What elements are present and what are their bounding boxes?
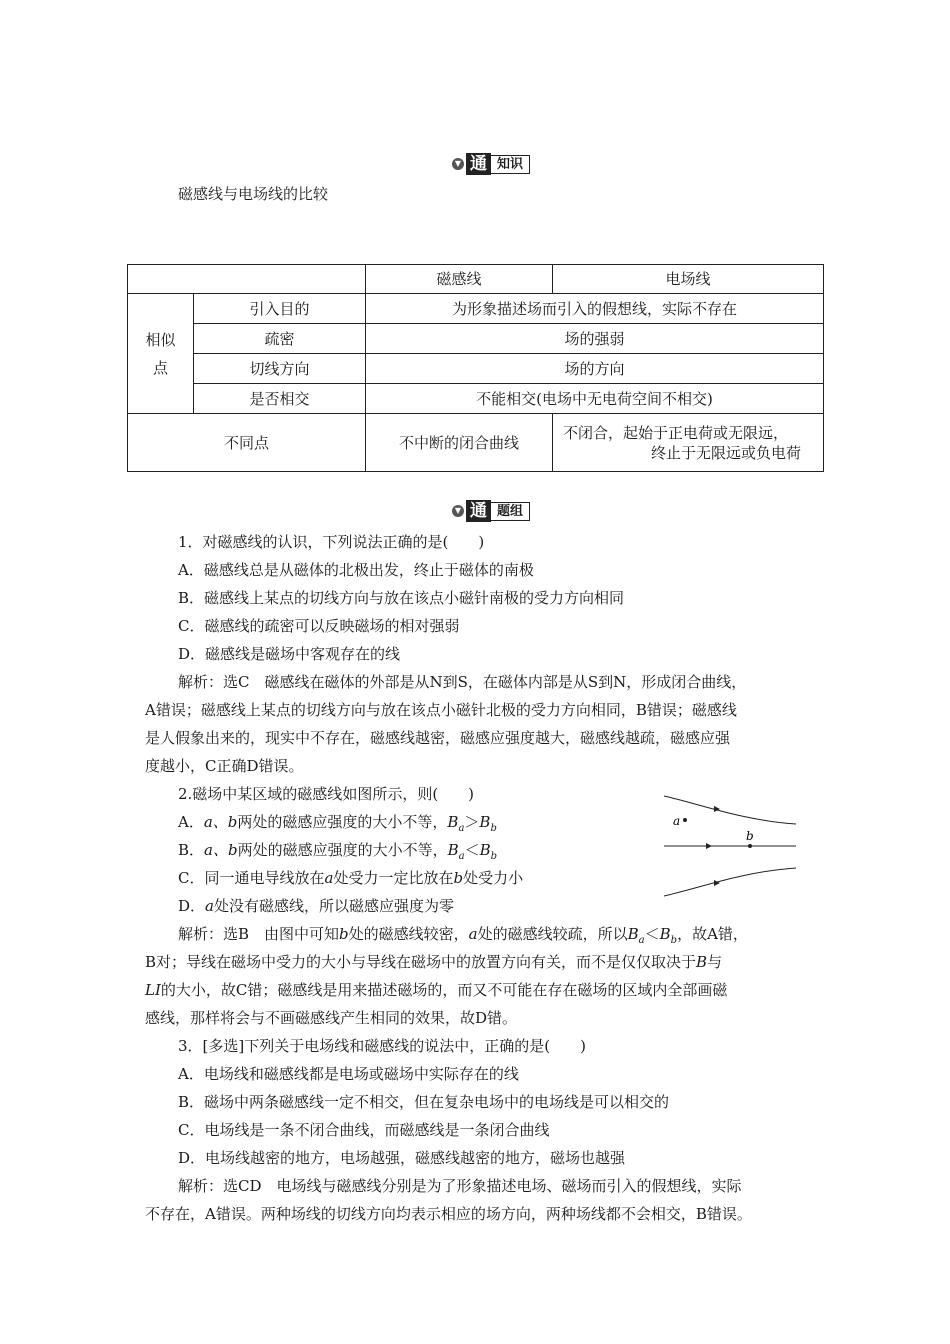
arrow-icon: [706, 843, 712, 849]
section-subtitle: 磁感线与电场线的比较: [178, 185, 329, 203]
diff-magnetic: 不中断的闭合曲线: [366, 414, 553, 472]
table-corner-cell: [128, 265, 366, 294]
diff-electric: 不闭合，起始于正电荷或无限远， 终止于无限远或负电荷: [553, 414, 824, 472]
q1-option-b: B．磁感线上某点的切线方向与放在该点小磁针南极的受力方向相同: [178, 589, 625, 607]
q1-explanation: 是人假象出来的，现实中不存在，磁感线越密，磁感应强度越大，磁感线越疏，磁感应强: [145, 729, 731, 747]
arrow-icon: [714, 806, 720, 812]
q2-option-b: B．a、b两处的磁感应强度的大小不等，$B_a<B_b$: [178, 841, 498, 862]
q3-option-a: A．电场线和磁感线都是电场或磁场中实际存在的线: [178, 1065, 519, 1083]
section-badge-exercises: [452, 500, 530, 522]
magnetic-field-figure: [660, 790, 800, 902]
arrow-icon: [714, 880, 720, 886]
q2-option-d: D．a处没有磁感线，所以磁感应强度为零: [178, 897, 454, 915]
q1-option-d: D．磁感线是磁场中客观存在的线: [178, 645, 401, 663]
q2-explanation: B对；导线在磁场中受力的大小与导线在磁场中的放置方向有关，而不是仅仅取决于B与: [145, 953, 723, 971]
q2-option-a: A．a、b两处的磁感应强度的大小不等，$B_a>B_b$: [178, 813, 497, 834]
badge-label: 知识: [491, 155, 530, 174]
q1-explanation: A错误；磁感线上某点的切线方向与放在该点小磁针北极的受力方向相同，B错误；磁感线: [145, 701, 737, 719]
q2-stem: 2.磁场中某区域的磁感线如图所示，则( ): [178, 785, 475, 803]
point-b: [748, 844, 752, 848]
row-value: 场的方向: [366, 354, 824, 384]
q1-option-c: C．磁感线的疏密可以反映磁场的相对强弱: [178, 617, 460, 635]
point-a: [683, 818, 687, 822]
row-label: 疏密: [194, 324, 366, 354]
q3-option-d: D．电场线越密的地方，电场越强，磁感线越密的地方，磁场也越强: [178, 1149, 626, 1167]
chevron-down-icon: ▼: [452, 505, 464, 517]
q2-explanation: LI的大小，故C错；磁感线是用来描述磁场的，而又不可能在存在磁场的区域内全部画磁: [145, 981, 728, 999]
label-b: b: [746, 829, 754, 843]
table-row: [128, 265, 824, 294]
table-row: [128, 384, 824, 414]
q3-explanation: 解析：选CD 电场线与磁感线分别是为了形象描述电场、磁场而引入的假想线，实际: [178, 1177, 742, 1195]
row-value: 不能相交(电场中无电荷空间不相交): [366, 384, 824, 414]
row-value: 场的强弱: [366, 324, 824, 354]
field-line-bottom: [664, 868, 796, 896]
comparison-table: [127, 264, 824, 472]
header-magnetic: 磁感线: [366, 265, 553, 294]
badge-label: 题组: [491, 502, 530, 521]
header-electric: 电场线: [553, 265, 824, 294]
q1-stem: 1．对磁感线的认识，下列说法正确的是( ): [178, 533, 485, 551]
section-badge-knowledge: [452, 153, 530, 175]
table-row: [128, 294, 824, 324]
row-value: 为形象描述场而引入的假想线，实际不存在: [366, 294, 824, 324]
q3-stem: 3．[多选]下列关于电场线和磁感线的说法中，正确的是( ): [178, 1037, 586, 1055]
q2-explanation: 解析：选B 由图中可知b处的磁感线较密，a处的磁感线较疏，所以$B_a<B_b$，故A错，: [178, 925, 748, 946]
label-a: a: [673, 814, 681, 828]
q2-option-c: C．同一通电导线放在a处受力一定比放在b处受力小: [178, 869, 524, 887]
q3-option-b: B．磁场中两条磁感线一定不相交，但在复杂电场中的电场线是可以相交的: [178, 1093, 670, 1111]
q1-explanation: 解析：选C 磁感线在磁体的外部是从N到S，在磁体内部是从S到N，形成闭合曲线，: [178, 673, 747, 691]
q1-explanation: 度越小，C正确D错误。: [145, 757, 304, 775]
row-label: 引入目的: [194, 294, 366, 324]
table-row: [128, 324, 824, 354]
table-row: [128, 414, 824, 472]
similar-label: 相似 点: [128, 294, 194, 414]
chevron-down-icon: ▼: [452, 158, 464, 170]
row-label: 是否相交: [194, 384, 366, 414]
q1-option-a: A．磁感线总是从磁体的北极出发，终止于磁体的南极: [178, 561, 534, 579]
diff-label: 不同点: [128, 414, 366, 472]
table-row: [128, 354, 824, 384]
q3-explanation: 不存在，A错误。两种场线的切线方向均表示相应的场方向，两种场线都不会相交，B错误。: [145, 1205, 752, 1223]
q2-explanation: 感线，那样将会与不画磁感线产生相同的效果，故D错。: [145, 1009, 518, 1027]
row-label: 切线方向: [194, 354, 366, 384]
badge-main: 通: [466, 153, 491, 175]
badge-main: 通: [466, 500, 491, 522]
q3-option-c: C．电场线是一条不闭合曲线，而磁感线是一条闭合曲线: [178, 1121, 550, 1139]
